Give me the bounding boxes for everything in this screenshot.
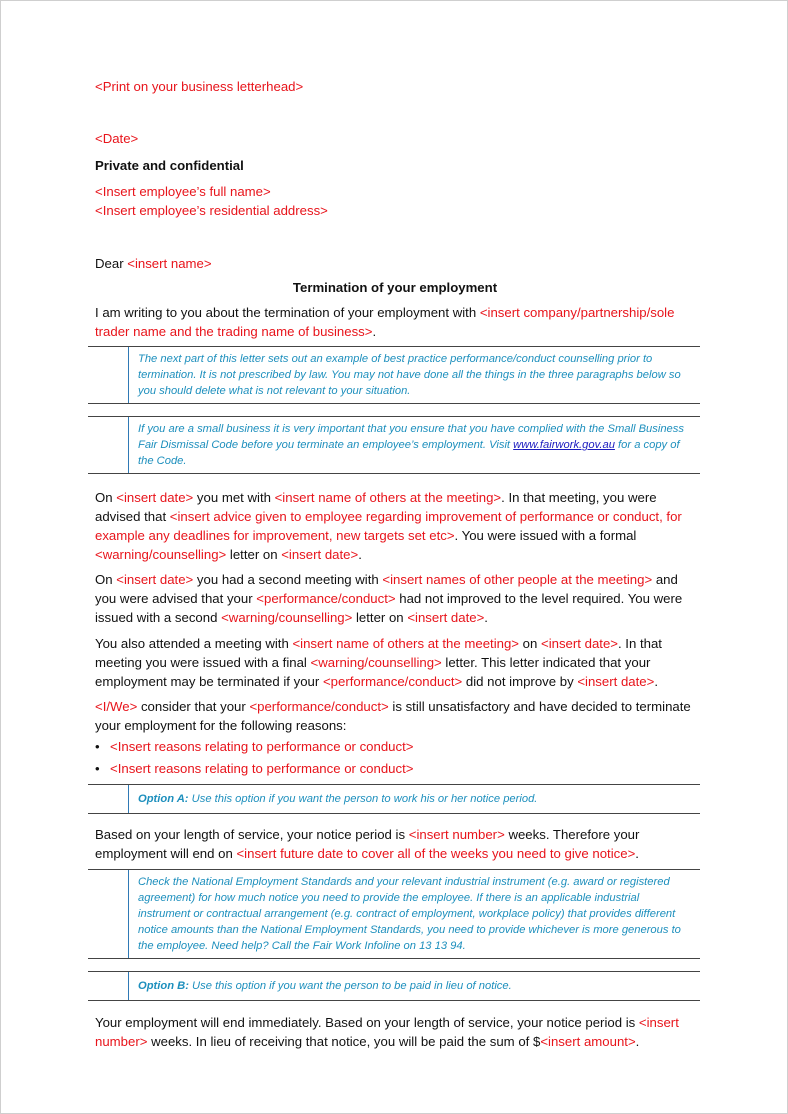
- text: .: [635, 846, 639, 861]
- text: letter. This letter indicated that your employment may be terminated if your: [95, 655, 651, 689]
- list-item: [95, 737, 413, 759]
- immediate-end-paragraph: [95, 1013, 695, 1051]
- text: . In that meeting, you were advised that: [95, 490, 657, 524]
- text: .: [654, 674, 658, 689]
- option-b-box: [88, 971, 700, 1001]
- greeting-text: Dear: [95, 256, 128, 271]
- advice-placeholder: <insert advice given to employee regarding improvement of performance or conduct, for example any deadlines for improvement, new targets set etc>: [95, 509, 682, 543]
- text: You also attended a meeting with: [95, 636, 293, 651]
- intro-text-end: .: [372, 324, 377, 339]
- text: and you were advised that your: [95, 572, 678, 606]
- bullet-icon: •: [95, 761, 100, 776]
- company-name-placeholder: <insert company/partnership/sole trader name and the trading name of business>: [95, 305, 675, 339]
- option-b-text: Use this option if you want the person to be paid in lieu of notice.: [188, 980, 512, 992]
- attendees-placeholder: <insert name of others at the meeting>: [274, 490, 502, 505]
- first-meeting-paragraph: [95, 488, 695, 564]
- end-date-placeholder: <insert future date to cover all of the weeks you need to give notice>: [236, 846, 636, 861]
- text: letter on: [352, 610, 408, 625]
- employee-name-placeholder: <Insert employee’s full name>: [95, 184, 271, 199]
- text: on: [519, 636, 541, 651]
- date-placeholder: <Date>: [95, 131, 139, 146]
- text: On: [95, 490, 117, 505]
- text: did not improve by: [462, 674, 578, 689]
- list-item: [95, 759, 413, 781]
- text: .: [484, 610, 488, 625]
- text: .: [358, 547, 362, 562]
- text: On: [95, 572, 117, 587]
- option-b-label: Option B:: [138, 980, 189, 992]
- reason-placeholder: <Insert reasons relating to performance or conduct>: [110, 739, 414, 754]
- warning-placeholder: <warning/counselling>: [95, 547, 227, 562]
- option-a-box: [88, 784, 700, 814]
- date-placeholder: <insert date>: [281, 547, 359, 562]
- text: . You were issued with a formal: [454, 528, 637, 543]
- date-placeholder: <insert date>: [116, 572, 194, 587]
- note-box-nes: [88, 869, 700, 959]
- text: you had a second meeting with: [193, 572, 383, 587]
- text: is still unsatisfactory and have decided to terminate your employment for the following reasons:: [95, 699, 691, 733]
- second-meeting-paragraph: [95, 570, 695, 627]
- option-a-text: Use this option if you want the person to work his or her notice period.: [188, 793, 538, 805]
- i-we-placeholder: <I/We>: [95, 699, 138, 714]
- note-text-part: If you are a small business it is very important that you ensure that you have complied with the Small Business Fair Dismissal Code before you terminate an employee’s employment. Visit: [138, 423, 684, 451]
- text: letter on: [226, 547, 282, 562]
- text: consider that your: [137, 699, 250, 714]
- option-b-note: [128, 972, 700, 1000]
- date-placeholder: <insert date>: [407, 610, 485, 625]
- reasons-list: [95, 737, 413, 781]
- note-text: [128, 417, 700, 473]
- text: Your employment will end immediately. Based on your length of service, your notice period is: [95, 1015, 639, 1030]
- text: you met with: [193, 490, 275, 505]
- warning-placeholder: <warning/counselling>: [310, 655, 442, 670]
- number-placeholder: <insert number>: [408, 827, 505, 842]
- greeting: [95, 254, 695, 273]
- amount-placeholder: <insert amount>: [540, 1034, 636, 1049]
- attendees-placeholder: <insert names of other people at the meeting>: [382, 572, 653, 587]
- employee-address-placeholder: <Insert employee’s residential address>: [95, 203, 328, 218]
- note-text-part: for a copy of the Code.: [138, 439, 680, 467]
- bullet-icon: •: [95, 739, 100, 754]
- reason-placeholder: <Insert reasons relating to performance or conduct>: [110, 761, 414, 776]
- note-box-counselling: [88, 346, 700, 404]
- text: .: [635, 1034, 640, 1049]
- confidential-label: Private and confidential: [95, 158, 244, 173]
- option-a-label: Option A:: [138, 793, 189, 805]
- intro-paragraph: [95, 303, 695, 341]
- letterhead-placeholder: <Print on your business letterhead>: [95, 79, 304, 94]
- notice-period-paragraph: [95, 825, 695, 863]
- attendees-placeholder: <insert name of others at the meeting>: [292, 636, 519, 651]
- fairwork-link[interactable]: www.fairwork.gov.au: [513, 439, 615, 451]
- date-placeholder: <insert date>: [116, 490, 194, 505]
- warning-placeholder: <warning/counselling>: [221, 610, 353, 625]
- text: . In that meeting you were issued with a final: [95, 636, 662, 670]
- greeting-name-placeholder: <insert name>: [127, 256, 212, 271]
- date-placeholder: <insert date>: [541, 636, 618, 651]
- intro-text: I am writing to you about the termination of your employment with: [95, 305, 480, 320]
- decision-paragraph: [95, 697, 695, 735]
- note-text: The next part of this letter sets out an example of best practice performance/conduct counselling prior to termination. It is not prescribed by law. You may not have done all the things in the three paragraphs below so you should delete what is not relevant to your situation.: [128, 347, 700, 403]
- date-placeholder: <insert date>: [577, 674, 655, 689]
- number-placeholder: <insert number>: [95, 1015, 679, 1049]
- text: Based on your length of service, your notice period is: [95, 827, 409, 842]
- final-meeting-paragraph: [95, 634, 695, 691]
- performance-conduct-placeholder: <performance/conduct>: [256, 591, 396, 606]
- text: weeks. In lieu of receiving that notice, you will be paid the sum of $: [147, 1034, 541, 1049]
- text: weeks. Therefore your employment will end on: [95, 827, 640, 861]
- option-a-note: [128, 785, 700, 813]
- note-text: Check the National Employment Standards and your relevant industrial instrument (e.g. award or registered agreement) for how much notice you need to provide the employee. If there is an applicable industrial instrument or contractual arrangement (e.g. contract of employment, workplace policy) that provides different notice amounts than the National Employment Standards, you need to provide whichever is more generous to the employee. Need help? Call the Fair Work Infoline on 13 13 94.: [128, 870, 700, 958]
- performance-conduct-placeholder: <performance/conduct>: [249, 699, 389, 714]
- performance-conduct-placeholder: <performance/conduct>: [322, 674, 463, 689]
- letter-title: Termination of your employment: [292, 280, 498, 295]
- note-box-small-business: [88, 416, 700, 474]
- text: had not improved to the level required. You were issued with a second: [95, 591, 683, 625]
